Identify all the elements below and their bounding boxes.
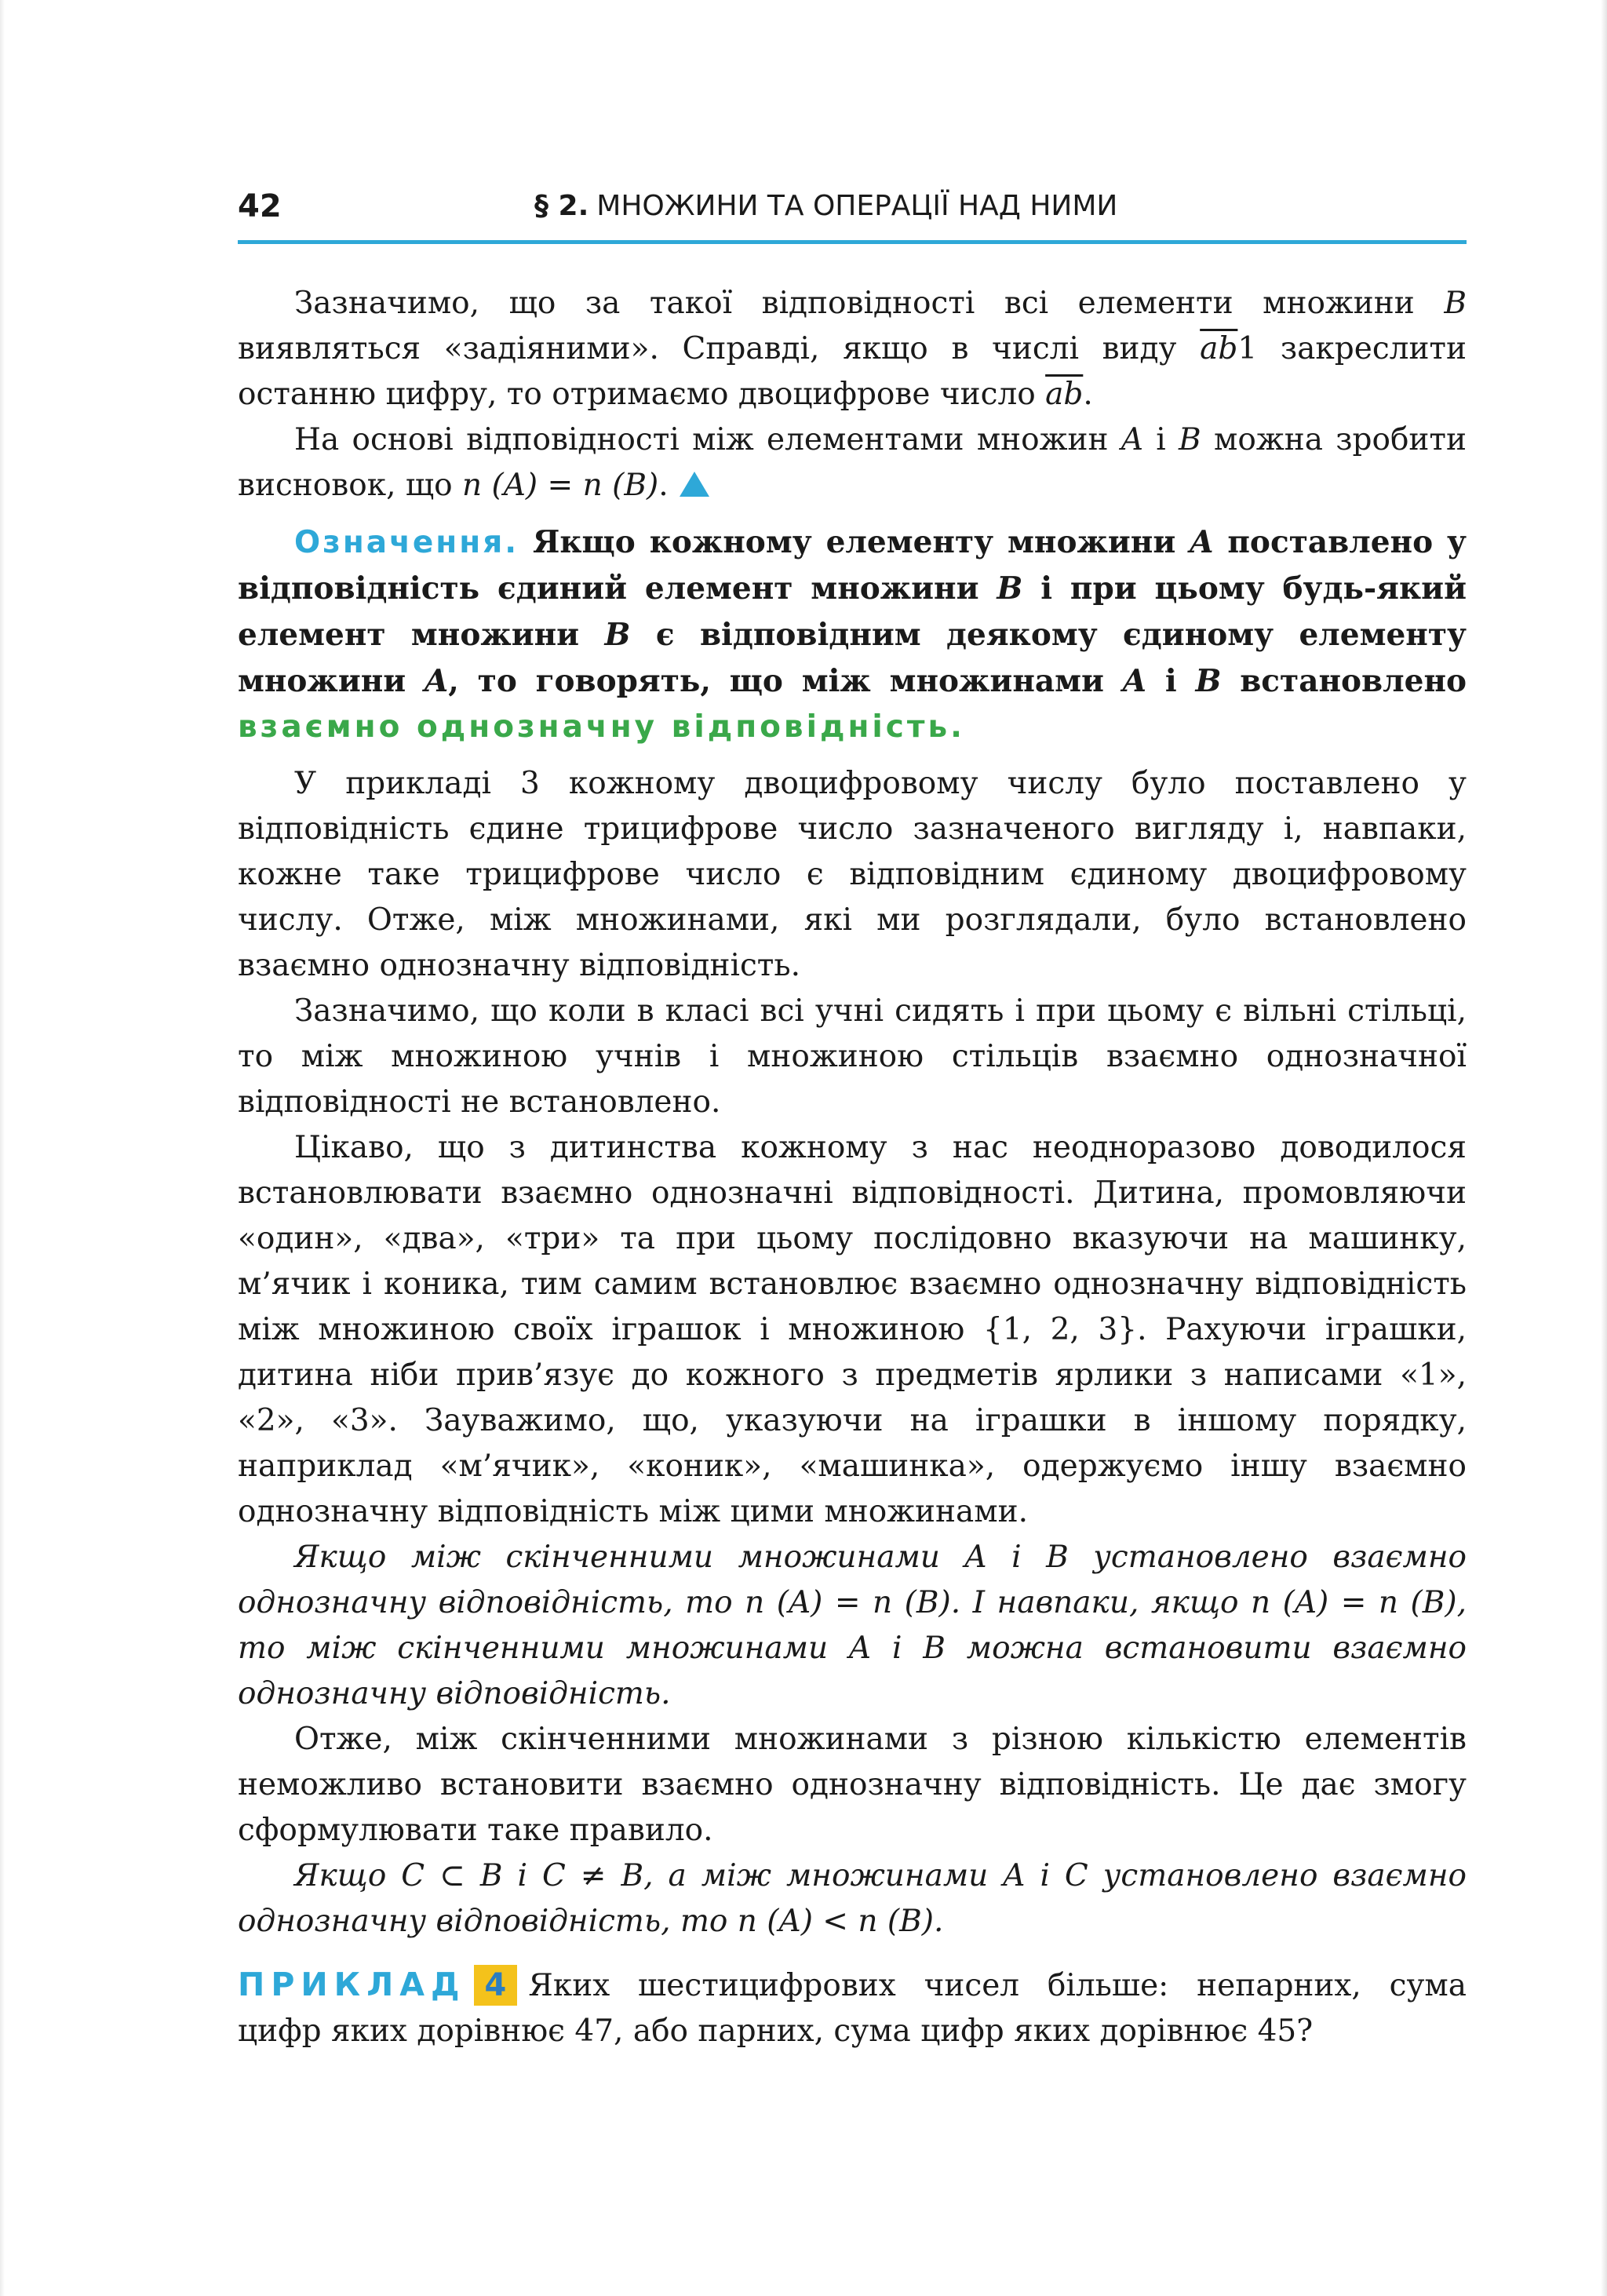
paragraph: Зазначимо, що коли в класі всі учні сидять і при цьому є вільні стільці, то між множиною учнів і множиною стільців взаємно однозначної відповідності не встановлено. (238, 993, 1467, 1120)
text-run: На основі відповідності між елементами множин (294, 422, 1121, 457)
theorem-paragraph: Якщо між скінченними множинами A і B установлено взаємно однозначну відповідність, то n (A) = n (B). І навпаки, якщо n (A) = n (B), то між скінченними множинами A і B можна встановити взаємно однозначну відповідність. (238, 1540, 1467, 1711)
header-rule (238, 240, 1467, 244)
paragraph: У прикладі 3 кожному двоцифровому числу було поставлено у відповідність єдине трицифрове число зазначеного вигляду і, навпаки, кожне таке трицифрове число є відповідним єдиному двоцифровому числу. Отже, між множинами, які ми розглядали, було встановлено взаємно однозначну відповідність. (238, 766, 1467, 983)
page-number: 42 (238, 188, 282, 224)
text-run: 1 (1237, 331, 1258, 366)
math-var: A (1122, 663, 1147, 699)
paragraph: Цікаво, що з дитинства кожному з нас неодноразово доводилося встановлювати взаємно однозначні відповідності. Дитина, промовляючи «один», «два», «три» та при цьому послідовно вказуючи на машинку, м’ячик і коника, тим самим встановлює взаємно однозначну відповідність між множиною своїх іграшок і множиною {1, 2, 3}. Рахуючи іграшки, дитина ніби прив’язує до кожного з предметів ярлики з написами «1», «2», «3». Зауважимо, що, указуючи на іграшки в іншому порядку, наприклад «м’ячик», «коник», «машинка», одержуємо іншу взаємно однозначну відповідність між цими множинами. (238, 1130, 1467, 1529)
overlined-number: $\overline{ab}$ (1200, 331, 1238, 366)
math-var: B (1195, 663, 1222, 699)
formula: n (A) = n (B) (462, 468, 659, 503)
section-title: МНОЖИНИ ТА ОПЕРАЦІЇ НАД НИМИ (596, 190, 1118, 222)
text-run: і (1142, 422, 1179, 457)
definition-label: Означення. (294, 525, 519, 560)
section-number: § 2. (534, 190, 589, 222)
math-var: B (604, 617, 631, 653)
text-run: закреслити останню цифру, то отримаємо двоцифрове число (238, 331, 1467, 412)
example-number-badge: 4 (474, 1965, 518, 2006)
text-run: є відповідним деякому єдиному елементу множини (238, 617, 1467, 699)
overlined-number: $\overline{ab}$ (1045, 377, 1084, 412)
math-var: A (1190, 524, 1214, 560)
math-var: A (1121, 422, 1143, 457)
text-run: . (658, 468, 669, 503)
text-run: поставлено у відповідність єдиний елемент множини (238, 524, 1467, 607)
math-var: B (1444, 286, 1467, 321)
paragraph (238, 281, 1467, 417)
page-edge-left (0, 0, 5, 2296)
text-run: можна зробити висновок, що (238, 422, 1467, 503)
math-var: B (1179, 422, 1201, 457)
math-var: B (997, 570, 1023, 607)
page-edge-right (1601, 0, 1607, 2296)
example (238, 1962, 1467, 2054)
defined-term: взаємно однозначну відповідність. (238, 709, 965, 745)
text-run: встановлено (1221, 663, 1467, 699)
definition (238, 519, 1467, 750)
rule-paragraph: Якщо C ⊂ B і C ≠ B, а між множинами A і C установлено взаємно однозначну відповідність, то n (A) < n (B). (238, 1858, 1467, 1939)
page-header (238, 187, 1467, 234)
page-content (238, 281, 1467, 2054)
math-var: A (425, 663, 449, 699)
text-run: виявляться «задіяними». Справді, якщо в числі виду (238, 331, 1201, 366)
example-text: Яких шестицифрових чисел більше: непарних, сума цифр яких дорівнює 47, або парних, сума цифр яких дорівнює 45? (238, 1968, 1467, 2049)
paragraph: Отже, між скінченними множинами з різною кількістю елементів неможливо встановити взаємно однозначну відповідність. Це дає змогу сформулювати таке правило. (238, 1722, 1467, 1848)
text-run: і (1146, 663, 1196, 699)
triangle-icon (680, 472, 709, 497)
text-run: Якщо кожному елементу множини (519, 524, 1190, 560)
running-head (534, 190, 1117, 222)
text-run: , то говорять, що між множинами (448, 663, 1123, 699)
text-run: Зазначимо, що за такої відповідності всі елементи множини (294, 286, 1445, 321)
paragraph (238, 417, 1467, 508)
text-run: . (1083, 377, 1093, 412)
text-run: і при цьому будь-який елемент множини (238, 570, 1467, 653)
example-label: ПРИКЛАД (238, 1966, 466, 2003)
